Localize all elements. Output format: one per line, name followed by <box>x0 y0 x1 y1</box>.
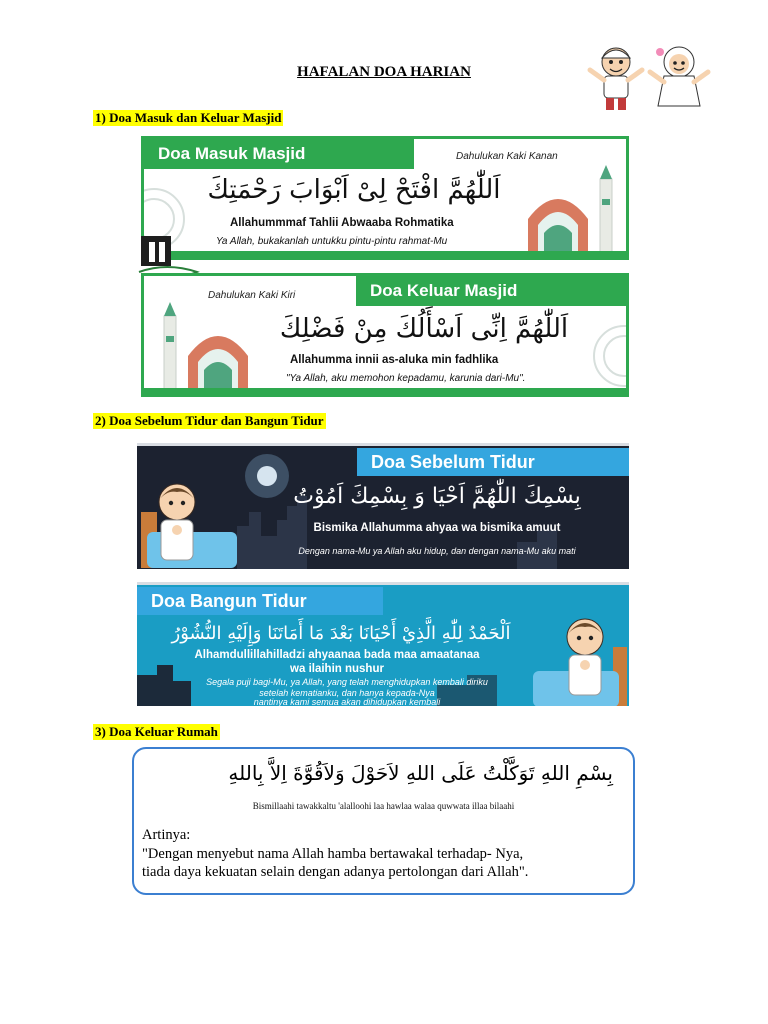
banner-title: Doa Keluar Masjid <box>356 276 626 306</box>
prayer-meaning: Segala puji bagi-Mu, ya Allah, yang telah menghidupkan kembali diriku <box>206 677 488 687</box>
banner-bangun-tidur <box>137 582 629 706</box>
prayer-transliteration: Allahumma innii as-aluka min fadhlika <box>290 354 499 366</box>
prayer-meaning-line2: tiada daya kekuatan selain dengan adanya pertolongan dari Allah". <box>142 864 529 880</box>
prayer-transliteration: Alhamdullillahilladzi ahyaanaa bada maa amaatanaa <box>194 649 480 661</box>
section-label-rumah: 3) Doa Keluar Rumah <box>95 724 218 739</box>
prayer-transliteration-line2: wa ilaihin nushur <box>290 663 384 675</box>
prayer-arabic: اَللّٰهُمَّ افْتَحْ لِىْ اَبْوَابَ رَحْمَتِكَ <box>207 175 501 205</box>
banner-footer <box>144 388 626 394</box>
banner-title: Doa Masuk Masjid <box>144 139 414 169</box>
banner-title: Doa Bangun Tidur <box>137 587 383 615</box>
waking-boy-illustration <box>533 607 629 706</box>
prayer-arabic: بِسْمِ اللهِ تَوَكَّلْتُ عَلَى اللهِ لاَحَوْلَ وَلاَقُوَّةَ اِلاَّ بِاللهِ <box>228 761 613 785</box>
prayer-arabic: بِسْمِكَ اللّٰهُمَّ اَحْيَا وَ بِسْمِكَ اَمُوْتُ <box>293 484 581 509</box>
banner-keluar-masjid <box>141 273 629 397</box>
sleeping-boy-illustration <box>137 472 237 569</box>
prayer-meaning <box>142 845 528 881</box>
prayer-transliteration: Bismillaahi tawakkaltu 'alalloohi laa hawlaa walaa quwwata illaa bilaahi <box>252 801 515 811</box>
mosque-icon <box>518 159 628 259</box>
banner-title: Doa Sebelum Tidur <box>357 448 629 476</box>
page-title: HAFALAN DOA HARIAN <box>297 64 471 80</box>
banner-instruction: Dahulukan Kaki Kiri <box>208 290 296 301</box>
prayer-meaning: Dengan nama-Mu ya Allah aku hidup, dan dengan nama-Mu aku mati <box>298 546 576 556</box>
prayer-arabic: اَللّٰهُمَّ اِنِّى اَسْأَلُكَ مِنْ فَضْلِكَ <box>279 314 569 344</box>
prayer-meaning: Ya Allah, bukakanlah untukku pintu-pintu rahmat-Mu <box>216 236 448 247</box>
banner-sebelum-tidur <box>137 443 629 569</box>
prayer-arabic: اَلْحَمْدُ لِلّٰهِ الَّذِيْ أَحْيَانَا بَعْدَ مَا أَمَاتَنَا وَإِلَيْهِ النُّشُوْرُ <box>171 623 511 644</box>
prayer-meaning-line2: setelah kematianku, dan hanya kepada-Nya <box>259 688 435 698</box>
prayer-meaning-line3: nantinya kami semua akan dihidupkan kembali <box>253 697 441 706</box>
girl-figure <box>650 47 708 106</box>
meaning-label: Artinya: <box>142 827 191 843</box>
banner-instruction: Dahulukan Kaki Kanan <box>456 151 558 162</box>
section-label-masjid: 1) Doa Masuk dan Keluar Masjid <box>95 110 282 125</box>
prayer-meaning: "Ya Allah, aku memohon kepadamu, karunia dari-Mu". <box>286 373 526 384</box>
prayer-meaning-line1: "Dengan menyebut nama Allah hamba bertawakal terhadap- Nya, <box>142 846 524 862</box>
kids-illustration <box>584 40 714 112</box>
section-label-tidur: 2) Doa Sebelum Tidur dan Bangun Tidur <box>95 413 324 428</box>
boy-figure <box>590 48 642 110</box>
box-keluar-rumah <box>132 747 635 895</box>
prayer-transliteration: Bismika Allahumma ahyaa wa bismika amuut <box>313 522 561 534</box>
prayer-transliteration: Allahummmaf Tahlii Abwaaba Rohmatika <box>230 217 454 229</box>
mosque-icon <box>148 296 258 396</box>
